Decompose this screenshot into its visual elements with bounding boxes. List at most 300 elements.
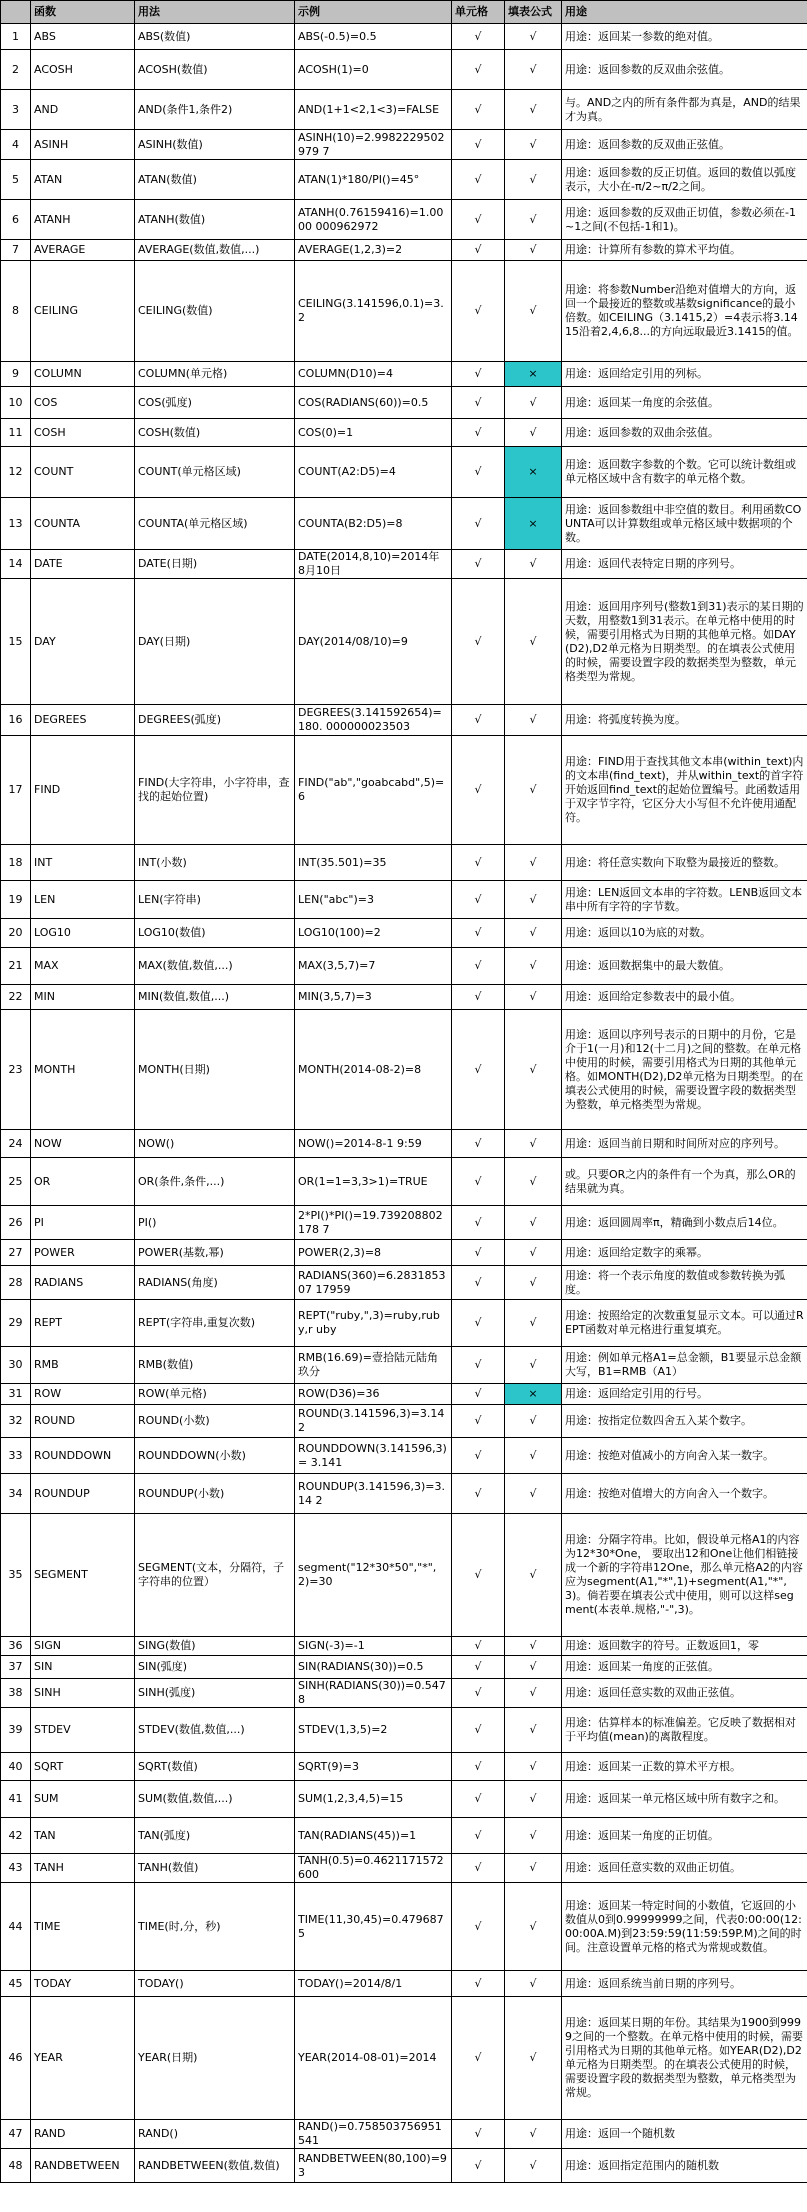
function-purpose: 用途：返回给定参数表中的最小值。 <box>562 985 807 1010</box>
function-usage: COUNT(单元格区域) <box>135 447 295 498</box>
cell-support: √ <box>452 2149 505 2183</box>
row-index: 25 <box>1 1158 31 1206</box>
formula-support: × <box>505 1384 562 1405</box>
function-name: RAND <box>31 2120 135 2149</box>
formula-support: √ <box>505 1883 562 1971</box>
formula-support: √ <box>505 1997 562 2120</box>
function-usage: TANH(数值) <box>135 1854 295 1883</box>
cell-support: √ <box>452 130 505 160</box>
cell-support: √ <box>452 579 505 705</box>
row-index: 23 <box>1 1010 31 1130</box>
formula-support: √ <box>505 240 562 261</box>
function-example: RADIANS(360)=6.283185307 17959 <box>295 1266 452 1300</box>
function-example: MAX(3,5,7)=7 <box>295 948 452 985</box>
formula-support: √ <box>505 1637 562 1656</box>
cell-support: √ <box>452 1971 505 1997</box>
row-index: 6 <box>1 200 31 240</box>
function-usage: COLUMN(单元格) <box>135 362 295 387</box>
formula-support: √ <box>505 1818 562 1854</box>
table-row <box>1 1266 807 1300</box>
cell-support: √ <box>452 1514 505 1637</box>
cell-support: √ <box>452 447 505 498</box>
function-example: COUNTA(B2:D5)=8 <box>295 498 452 550</box>
function-usage: ROUNDUP(小数) <box>135 1474 295 1514</box>
function-purpose: 用途：返回给定引用的行号。 <box>562 1384 807 1405</box>
table-row <box>1 50 807 90</box>
function-example: POWER(2,3)=8 <box>295 1240 452 1266</box>
row-index: 27 <box>1 1240 31 1266</box>
row-index: 39 <box>1 1708 31 1753</box>
function-name: TODAY <box>31 1971 135 1997</box>
cell-support: √ <box>452 1206 505 1240</box>
function-example: ATANH(0.76159416)=1.0000 000962972 <box>295 200 452 240</box>
cell-support: √ <box>452 1158 505 1206</box>
function-purpose: 用途：返回一个随机数 <box>562 2120 807 2149</box>
row-index: 9 <box>1 362 31 387</box>
table-row <box>1 1708 807 1753</box>
table-row <box>1 362 807 387</box>
function-name: YEAR <box>31 1997 135 2120</box>
function-example: NOW()=2014-8-1 9:59 <box>295 1130 452 1158</box>
row-index: 48 <box>1 2149 31 2183</box>
formula-support: √ <box>505 1854 562 1883</box>
table-row <box>1 948 807 985</box>
table-row <box>1 2120 807 2149</box>
cell-support: √ <box>452 1130 505 1158</box>
function-name: RMB <box>31 1347 135 1384</box>
function-example: SIN(RADIANS(30))=0.5 <box>295 1656 452 1679</box>
function-usage: ABS(数值) <box>135 24 295 50</box>
function-usage: COS(弧度) <box>135 387 295 419</box>
function-usage: SUM(数值,数值,...) <box>135 1781 295 1818</box>
function-example: RMB(16.69)=壹拾陆元陆角玖分 <box>295 1347 452 1384</box>
formula-support: √ <box>505 2120 562 2149</box>
function-name: MIN <box>31 985 135 1010</box>
function-usage: TAN(弧度) <box>135 1818 295 1854</box>
formula-support: √ <box>505 130 562 160</box>
function-purpose: 用途：返回给定引用的列标。 <box>562 362 807 387</box>
row-index: 26 <box>1 1206 31 1240</box>
table-row <box>1 387 807 419</box>
function-name: SIN <box>31 1656 135 1679</box>
function-name: SIGN <box>31 1637 135 1656</box>
cell-support: √ <box>452 1300 505 1347</box>
function-usage: COSH(数值) <box>135 419 295 447</box>
table-row <box>1 240 807 261</box>
function-name: COS <box>31 387 135 419</box>
function-usage: DAY(日期) <box>135 579 295 705</box>
function-name: NOW <box>31 1130 135 1158</box>
formula-support: √ <box>505 1708 562 1753</box>
row-index: 8 <box>1 261 31 362</box>
function-purpose: 用途：返回数据集中的最大数值。 <box>562 948 807 985</box>
function-name: RANDBETWEEN <box>31 2149 135 2183</box>
formula-support: √ <box>505 90 562 130</box>
function-purpose: 用途：返回参数组中非空值的数目。利用函数COUNTA可以计算数组或单元格区域中数据项的个数。 <box>562 498 807 550</box>
table-row <box>1 1240 807 1266</box>
table-row <box>1 24 807 50</box>
function-usage: SING(数值) <box>135 1637 295 1656</box>
function-name: COUNTA <box>31 498 135 550</box>
function-purpose: 用途：返回参数的反双曲正弦值。 <box>562 130 807 160</box>
function-example: COS(RADIANS(60))=0.5 <box>295 387 452 419</box>
formula-support: √ <box>505 1266 562 1300</box>
table-row <box>1 550 807 579</box>
header-purpose: 用途 <box>562 1 807 24</box>
row-index: 11 <box>1 419 31 447</box>
table-row <box>1 2149 807 2183</box>
formula-support: √ <box>505 881 562 919</box>
function-purpose: 用途：将一个表示角度的数值或参数转换为弧度。 <box>562 1266 807 1300</box>
cell-support: √ <box>452 736 505 845</box>
function-example: RANDBETWEEN(80,100)=9 3 <box>295 2149 452 2183</box>
table-row <box>1 419 807 447</box>
function-example: ABS(-0.5)=0.5 <box>295 24 452 50</box>
row-index: 1 <box>1 24 31 50</box>
row-index: 3 <box>1 90 31 130</box>
formula-support: √ <box>505 985 562 1010</box>
function-purpose: 用途：返回某一单元格区域中所有数字之和。 <box>562 1781 807 1818</box>
formula-support: √ <box>505 1206 562 1240</box>
table-row <box>1 1656 807 1679</box>
cell-support: √ <box>452 1854 505 1883</box>
cell-support: √ <box>452 387 505 419</box>
function-name: DEGREES <box>31 705 135 736</box>
table-row <box>1 130 807 160</box>
function-usage: LEN(字符串) <box>135 881 295 919</box>
formula-support: √ <box>505 1158 562 1206</box>
function-usage: RANDBETWEEN(数值,数值) <box>135 2149 295 2183</box>
function-example: MIN(3,5,7)=3 <box>295 985 452 1010</box>
function-example: COS(0)=1 <box>295 419 452 447</box>
table-row <box>1 447 807 498</box>
cell-support: √ <box>452 1438 505 1474</box>
row-index: 47 <box>1 2120 31 2149</box>
formula-support: √ <box>505 1405 562 1438</box>
function-name: POWER <box>31 1240 135 1266</box>
row-index: 21 <box>1 948 31 985</box>
formula-support: √ <box>505 1347 562 1384</box>
function-purpose: 用途：将任意实数向下取整为最接近的整数。 <box>562 845 807 881</box>
function-name: COLUMN <box>31 362 135 387</box>
function-name: LOG10 <box>31 919 135 948</box>
function-example: AVERAGE(1,2,3)=2 <box>295 240 452 261</box>
function-usage: REPT(字符串,重复次数) <box>135 1300 295 1347</box>
function-usage: DATE(日期) <box>135 550 295 579</box>
function-purpose: 用途：返回参数的反正切值。返回的数值以弧度表示，大小在-π/2~π/2之间。 <box>562 160 807 200</box>
cell-support: √ <box>452 498 505 550</box>
function-name: TIME <box>31 1883 135 1971</box>
function-name: ROW <box>31 1384 135 1405</box>
cell-support: √ <box>452 200 505 240</box>
row-index: 30 <box>1 1347 31 1384</box>
function-usage: ATANH(数值) <box>135 200 295 240</box>
formula-support: √ <box>505 1514 562 1637</box>
cell-support: √ <box>452 261 505 362</box>
table-row <box>1 1010 807 1130</box>
function-name: ASINH <box>31 130 135 160</box>
formula-support: √ <box>505 261 562 362</box>
function-purpose: 用途：返回代表特定日期的序列号。 <box>562 550 807 579</box>
function-purpose: 用途：例如单元格A1=总金额，B1要显示总金额大写，B1=RMB（A1） <box>562 1347 807 1384</box>
formula-support: √ <box>505 387 562 419</box>
table-row <box>1 1971 807 1997</box>
formula-support: √ <box>505 845 562 881</box>
table-row <box>1 1474 807 1514</box>
formula-support: √ <box>505 1781 562 1818</box>
function-name: LEN <box>31 881 135 919</box>
function-name: MAX <box>31 948 135 985</box>
row-index: 41 <box>1 1781 31 1818</box>
formula-support: √ <box>505 736 562 845</box>
row-index: 19 <box>1 881 31 919</box>
cell-support: √ <box>452 160 505 200</box>
function-purpose: 用途：返回当前日期和时间所对应的序列号。 <box>562 1130 807 1158</box>
row-index: 24 <box>1 1130 31 1158</box>
function-example: SQRT(9)=3 <box>295 1753 452 1781</box>
formula-support: √ <box>505 948 562 985</box>
function-example: TANH(0.5)=0.4621171572600 <box>295 1854 452 1883</box>
function-example: RAND()=0.758503756951541 <box>295 2120 452 2149</box>
function-example: COLUMN(D10)=4 <box>295 362 452 387</box>
table-body <box>1 24 807 2183</box>
row-index: 44 <box>1 1883 31 1971</box>
function-name: COSH <box>31 419 135 447</box>
function-example: ATAN(1)*180/PI()=45° <box>295 160 452 200</box>
cell-support: √ <box>452 419 505 447</box>
function-example: ROUNDDOWN(3.141596,3)= 3.141 <box>295 1438 452 1474</box>
row-index: 32 <box>1 1405 31 1438</box>
cell-support: √ <box>452 1708 505 1753</box>
row-index: 17 <box>1 736 31 845</box>
function-name: TAN <box>31 1818 135 1854</box>
row-index: 34 <box>1 1474 31 1514</box>
function-name: ROUNDUP <box>31 1474 135 1514</box>
function-purpose: 用途：返回参数的双曲余弦值。 <box>562 419 807 447</box>
function-name: DATE <box>31 550 135 579</box>
function-purpose: 用途：返回圆周率π，精确到小数点后14位。 <box>562 1206 807 1240</box>
function-name: DAY <box>31 579 135 705</box>
function-example: segment("12*30*50","*", 2)=30 <box>295 1514 452 1637</box>
table-row <box>1 498 807 550</box>
cell-support: √ <box>452 1656 505 1679</box>
table-row <box>1 200 807 240</box>
function-usage: POWER(基数,幂) <box>135 1240 295 1266</box>
function-example: ROUND(3.141596,3)=3.142 <box>295 1405 452 1438</box>
function-purpose: 用途：计算所有参数的算术平均值。 <box>562 240 807 261</box>
cell-support: √ <box>452 90 505 130</box>
function-example: CEILING(3.141596,0.1)=3.2 <box>295 261 452 362</box>
function-example: STDEV(1,3,5)=2 <box>295 1708 452 1753</box>
row-index: 2 <box>1 50 31 90</box>
function-example: ACOSH(1)=0 <box>295 50 452 90</box>
cell-support: √ <box>452 550 505 579</box>
row-index: 35 <box>1 1514 31 1637</box>
formula-support: √ <box>505 1438 562 1474</box>
function-usage: INT(小数) <box>135 845 295 881</box>
cell-support: √ <box>452 1637 505 1656</box>
formula-support: √ <box>505 705 562 736</box>
function-example: COUNT(A2:D5)=4 <box>295 447 452 498</box>
cell-support: √ <box>452 362 505 387</box>
row-index: 14 <box>1 550 31 579</box>
cell-support: √ <box>452 1240 505 1266</box>
row-index: 12 <box>1 447 31 498</box>
row-index: 13 <box>1 498 31 550</box>
function-usage: TODAY() <box>135 1971 295 1997</box>
header-index <box>1 1 31 24</box>
formula-support: √ <box>505 2149 562 2183</box>
function-purpose: 用途：返回给定数字的乘幂。 <box>562 1240 807 1266</box>
function-purpose: 或。只要OR之内的条件有一个为真，那么OR的结果就为真。 <box>562 1158 807 1206</box>
function-usage: LOG10(数值) <box>135 919 295 948</box>
row-index: 5 <box>1 160 31 200</box>
function-example: SIGN(-3)=-1 <box>295 1637 452 1656</box>
function-example: FIND("ab","goabcabd",5)=6 <box>295 736 452 845</box>
function-purpose: 用途：返回数字参数的个数。它可以统计数组或单元格区域中含有数字的单元格个数。 <box>562 447 807 498</box>
function-usage: PI() <box>135 1206 295 1240</box>
function-name: STDEV <box>31 1708 135 1753</box>
function-name: ROUND <box>31 1405 135 1438</box>
formula-support: √ <box>505 160 562 200</box>
function-usage: SEGMENT(文本，分隔符，子字符串的位置） <box>135 1514 295 1637</box>
function-usage: TIME(时,分，秒) <box>135 1883 295 1971</box>
function-example: LEN("abc")=3 <box>295 881 452 919</box>
row-index: 37 <box>1 1656 31 1679</box>
function-usage: DEGREES(弧度) <box>135 705 295 736</box>
function-purpose: 用途：将弧度转换为度。 <box>562 705 807 736</box>
table-row <box>1 1883 807 1971</box>
row-index: 29 <box>1 1300 31 1347</box>
function-usage: RAND() <box>135 2120 295 2149</box>
function-purpose: 用途：返回任意实数的双曲正切值。 <box>562 1854 807 1883</box>
table-row <box>1 1206 807 1240</box>
cell-support: √ <box>452 985 505 1010</box>
function-usage: FIND(大字符串，小字符串，查找的起始位置) <box>135 736 295 845</box>
formula-support: √ <box>505 24 562 50</box>
function-name: COUNT <box>31 447 135 498</box>
function-usage: RADIANS(角度) <box>135 1266 295 1300</box>
function-usage: ROUND(小数) <box>135 1405 295 1438</box>
function-purpose: 用途：返回参数的反双曲正切值，参数必须在-1~1之间(不包括-1和1)。 <box>562 200 807 240</box>
function-usage: ROW(单元格) <box>135 1384 295 1405</box>
cell-support: √ <box>452 1883 505 1971</box>
function-usage: AND(条件1,条件2) <box>135 90 295 130</box>
function-example: DAY(2014/08/10)=9 <box>295 579 452 705</box>
function-purpose: 用途：返回用序列号(整数1到31)表示的某日期的天数，用整数1到31表示。在单元格中使用的时候，需要引用格式为日期的其他单元格。如DAY(D2),D2单元格为日期类型。的在填表公式使用的时候，需要设置字段的数据类型为整数，单元格类型为常规。 <box>562 579 807 705</box>
function-usage: ATAN(数值) <box>135 160 295 200</box>
function-name: REPT <box>31 1300 135 1347</box>
formula-support: √ <box>505 1971 562 1997</box>
header-function: 函数 <box>31 1 135 24</box>
function-purpose: 用途：返回某一参数的绝对值。 <box>562 24 807 50</box>
function-purpose: 用途：返回参数的反双曲余弦值。 <box>562 50 807 90</box>
table-row <box>1 579 807 705</box>
cell-support: √ <box>452 24 505 50</box>
function-name: AVERAGE <box>31 240 135 261</box>
table-row <box>1 1679 807 1708</box>
formula-support: √ <box>505 200 562 240</box>
table-row <box>1 1997 807 2120</box>
row-index: 4 <box>1 130 31 160</box>
row-index: 42 <box>1 1818 31 1854</box>
row-index: 28 <box>1 1266 31 1300</box>
header-cell: 单元格 <box>452 1 505 24</box>
row-index: 33 <box>1 1438 31 1474</box>
function-example: TIME(11,30,45)=0.4796875 <box>295 1883 452 1971</box>
function-usage: AVERAGE(数值,数值,...) <box>135 240 295 261</box>
cell-support: √ <box>452 50 505 90</box>
header-row <box>1 1 807 24</box>
function-purpose: 用途：返回某一特定时间的小数值，它返回的小数值从0到0.99999999之间，代表0:00:00(12:00:00A.M)到23:59:59(11:59:59P.M)之间的时间。注意设置单元格的格式为常规或数值。 <box>562 1883 807 1971</box>
function-purpose: 用途：返回以10为底的对数。 <box>562 919 807 948</box>
table-row <box>1 1438 807 1474</box>
formula-support: √ <box>505 550 562 579</box>
function-example: 2*PI()*PI()=19.739208802178 7 <box>295 1206 452 1240</box>
formula-support: × <box>505 498 562 550</box>
function-example: SINH(RADIANS(30))=0.5478 <box>295 1679 452 1708</box>
cell-support: √ <box>452 1266 505 1300</box>
function-example: SUM(1,2,3,4,5)=15 <box>295 1781 452 1818</box>
function-purpose: 用途：返回某一正数的算术平方根。 <box>562 1753 807 1781</box>
function-purpose: 用途：按照给定的次数重复显示文本。可以通过REPT函数对单元格进行重复填充。 <box>562 1300 807 1347</box>
row-index: 38 <box>1 1679 31 1708</box>
cell-support: √ <box>452 1010 505 1130</box>
function-purpose: 与。AND之内的所有条件都为真是，AND的结果才为真。 <box>562 90 807 130</box>
function-purpose: 用途：返回某一角度的正弦值。 <box>562 1656 807 1679</box>
formula-support: √ <box>505 1300 562 1347</box>
cell-support: √ <box>452 919 505 948</box>
cell-support: √ <box>452 881 505 919</box>
table-row <box>1 705 807 736</box>
function-name: OR <box>31 1158 135 1206</box>
function-example: REPT("ruby,",3)=ruby,ruby,r uby <box>295 1300 452 1347</box>
function-usage: RMB(数值) <box>135 1347 295 1384</box>
row-index: 20 <box>1 919 31 948</box>
formula-support: √ <box>505 1656 562 1679</box>
function-example: OR(1=1=3,3>1)=TRUE <box>295 1158 452 1206</box>
function-usage: SIN(弧度) <box>135 1656 295 1679</box>
function-purpose: 用途：返回某日期的年份。其结果为1900到9999之间的一个整数。在单元格中使用的时候，需要引用格式为日期的其他单元格。如YEAR(D2),D2单元格为日期类型。的在填表公式使用的时候，需要设置字段的数据类型为整数，单元格类型为常规。 <box>562 1997 807 2120</box>
function-usage: ASINH(数值) <box>135 130 295 160</box>
cell-support: √ <box>452 1405 505 1438</box>
function-name: TANH <box>31 1854 135 1883</box>
function-example: INT(35.501)=35 <box>295 845 452 881</box>
function-purpose: 用途：返回指定范围内的随机数 <box>562 2149 807 2183</box>
function-example: ROUNDUP(3.141596,3)=3.14 2 <box>295 1474 452 1514</box>
function-example: DATE(2014,8,10)=2014年 8月10日 <box>295 550 452 579</box>
function-purpose: 用途：按指定位数四舍五入某个数字。 <box>562 1405 807 1438</box>
function-example: LOG10(100)=2 <box>295 919 452 948</box>
formula-support: √ <box>505 919 562 948</box>
table-row <box>1 1384 807 1405</box>
function-purpose: 用途：返回系统当前日期的序列号。 <box>562 1971 807 1997</box>
table-row <box>1 1753 807 1781</box>
formula-support: √ <box>505 1679 562 1708</box>
table-row <box>1 1514 807 1637</box>
table-row <box>1 845 807 881</box>
cell-support: √ <box>452 1781 505 1818</box>
function-purpose: 用途：返回以序列号表示的日期中的月份，它是介于1(一月)和12(十二月)之间的整数。在单元格中使用的时候，需要引用格式为日期的其他单元格。如MONTH(D2),D2单元格为日期类型。的在填表公式使用的时候，需要设置字段的数据类型为整数，单元格类型为常规。 <box>562 1010 807 1130</box>
table-row <box>1 1637 807 1656</box>
header-example: 示例 <box>295 1 452 24</box>
function-usage: YEAR(日期) <box>135 1997 295 2120</box>
table-row <box>1 1781 807 1818</box>
function-name: SEGMENT <box>31 1514 135 1637</box>
function-example: ROW(D36)=36 <box>295 1384 452 1405</box>
formula-support: √ <box>505 1753 562 1781</box>
function-name: INT <box>31 845 135 881</box>
